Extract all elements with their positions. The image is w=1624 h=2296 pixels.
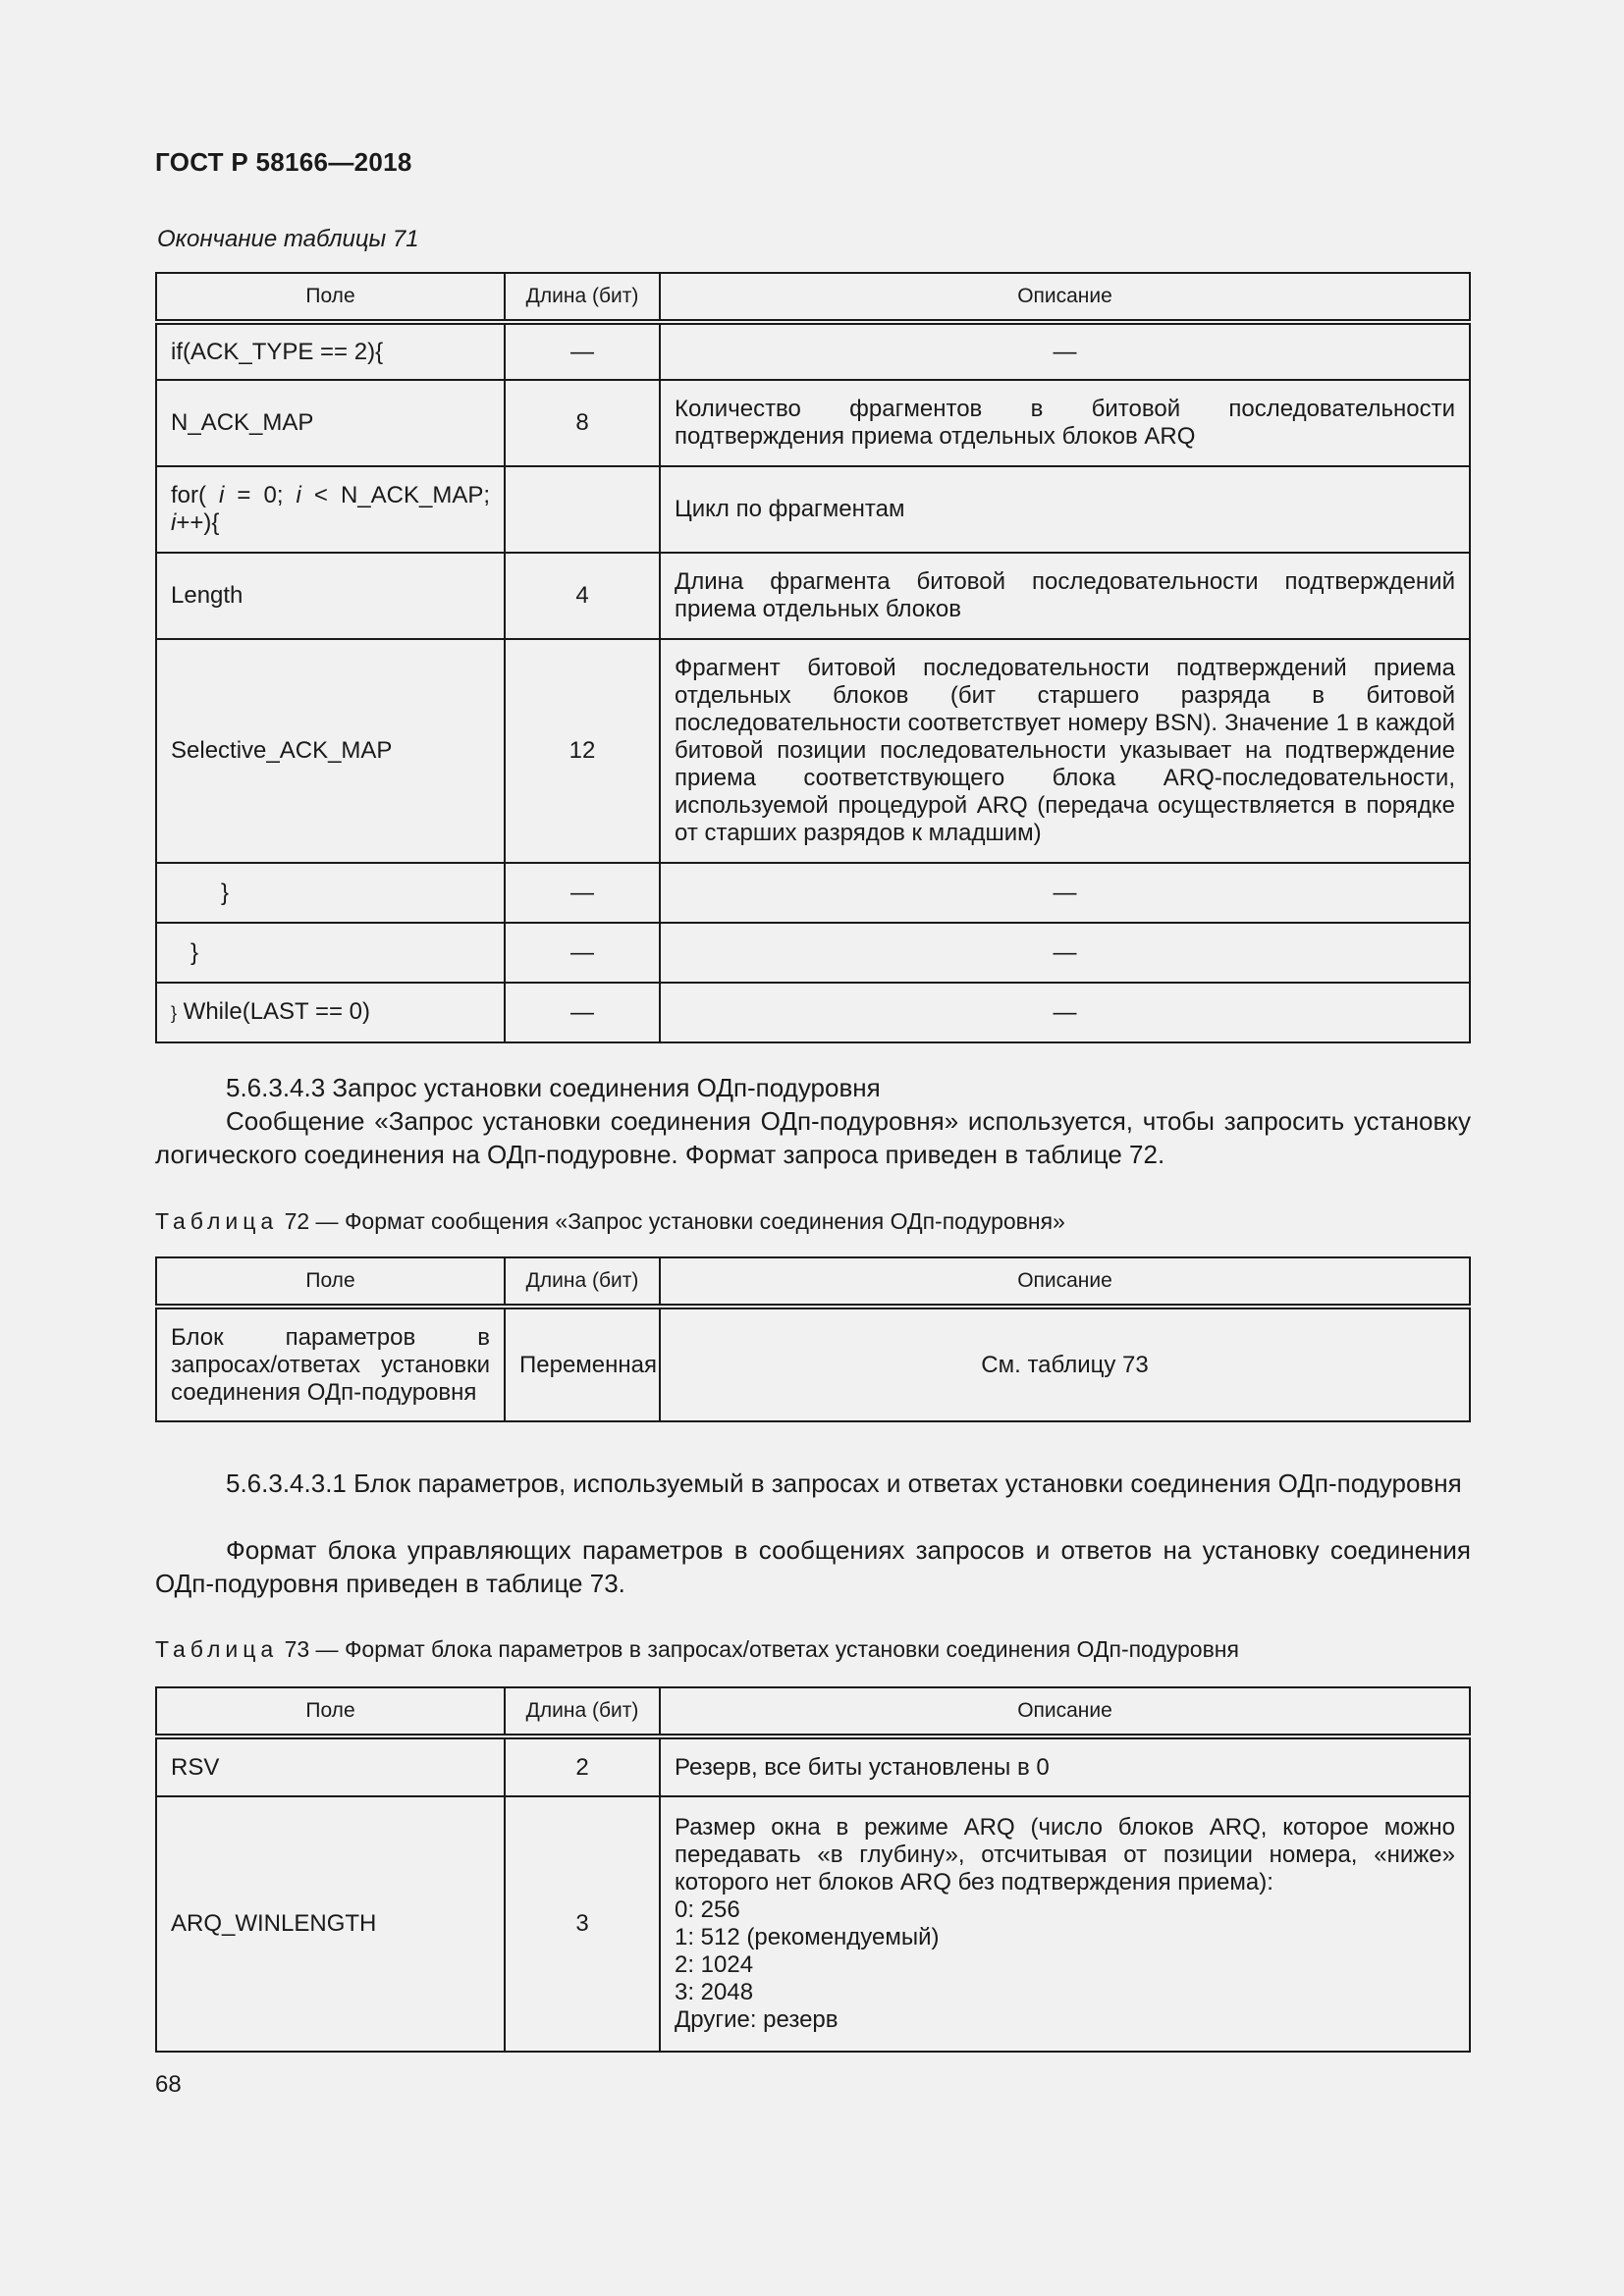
column-header: Поле bbox=[156, 1257, 505, 1307]
length-cell: 8 bbox=[505, 380, 660, 466]
description-cell: Фрагмент битовой последовательности подтверждений приема отдельных блоков (бит старшего разряда в битовой последовательности соответствует номеру BSN). Значение 1 в каждой битовой позиции последовательности указывает на подтверждение приема соответствующего блока ARQ-последовательности, используемой процедурой ARQ (передача осуществляется в порядке от старших разрядов к младшим) bbox=[660, 639, 1470, 863]
length-cell: — bbox=[505, 322, 660, 380]
option-item: 1: 512 (рекомендуемый) bbox=[675, 1924, 940, 1950]
table-71-continuation-caption: Окончание таблицы 71 bbox=[157, 226, 419, 252]
table-row bbox=[156, 466, 1470, 553]
code-var: i bbox=[171, 509, 177, 536]
length-cell: — bbox=[505, 983, 660, 1042]
paragraph-text: Формат блока управляющих параметров в сообщениях запросов и ответов на установку соединения ОДп-подуровня приведен в таблице 73. bbox=[155, 1535, 1471, 1598]
page-number: 68 bbox=[155, 2071, 182, 2098]
caption-text: 73 — Формат блока параметров в запросах/ответах установки соединения ОДп-подуровня bbox=[284, 1636, 1239, 1662]
paragraph bbox=[155, 1533, 1471, 1600]
document-code: ГОСТ Р 58166—2018 bbox=[155, 147, 412, 177]
table-header-row bbox=[156, 1257, 1470, 1307]
closing-brace: } bbox=[171, 1003, 178, 1023]
length-cell: 3 bbox=[505, 1796, 660, 2052]
column-header: Поле bbox=[156, 273, 505, 322]
length-cell: — bbox=[505, 923, 660, 983]
paragraph-text: Сообщение «Запрос установки соединения ОДп-подуровня» используется, чтобы запросить установку логического соединения на ОДп-подуровне. Формат запроса приведен в таблице 72. bbox=[155, 1106, 1471, 1169]
description-cell: Длина фрагмента битовой последовательности подтверждений приема отдельных блоков bbox=[660, 553, 1470, 639]
field-cell: RSV bbox=[156, 1736, 505, 1796]
length-cell: 2 bbox=[505, 1736, 660, 1796]
description-intro: Размер окна в режиме ARQ (число блоков ARQ, которое можно передавать «в глубину», отсчитывая от позиции номера, «ниже» которого нет блоков ARQ без подтверждения приема): bbox=[675, 1814, 1455, 1896]
table-header-row bbox=[156, 1687, 1470, 1736]
table-row bbox=[156, 1736, 1470, 1796]
table-row bbox=[156, 322, 1470, 380]
table-71 bbox=[155, 272, 1471, 1043]
field-cell: N_ACK_MAP bbox=[156, 380, 505, 466]
length-cell bbox=[505, 466, 660, 553]
code-var: i bbox=[296, 482, 301, 508]
code-text: = 0; bbox=[224, 482, 297, 508]
paragraph bbox=[155, 1104, 1471, 1171]
description-cell: — bbox=[660, 863, 1470, 923]
description-cell: Резерв, все биты установлены в 0 bbox=[660, 1736, 1470, 1796]
table-row bbox=[156, 923, 1470, 983]
option-item: 3: 2048 bbox=[675, 1979, 754, 2005]
table-row bbox=[156, 553, 1470, 639]
description-cell: — bbox=[660, 923, 1470, 983]
column-header: Описание bbox=[660, 1257, 1470, 1307]
column-header: Описание bbox=[660, 273, 1470, 322]
heading-text: 5.6.3.4.3.1 Блок параметров, используемый в запросах и ответах установки соединения ОДп-подуровня bbox=[226, 1468, 1462, 1498]
length-cell: 12 bbox=[505, 639, 660, 863]
heading-text: 5.6.3.4.3 Запрос установки соединения ОДп-подуровня bbox=[226, 1073, 881, 1102]
option-item: 2: 1024 bbox=[675, 1951, 754, 1978]
table-row bbox=[156, 639, 1470, 863]
code-text: While(LAST == 0) bbox=[177, 998, 370, 1025]
table-row bbox=[156, 1307, 1470, 1421]
description-cell: Цикл по фрагментам bbox=[660, 466, 1470, 553]
section-heading bbox=[155, 1071, 1471, 1104]
field-cell: } bbox=[156, 923, 505, 983]
caption-label: Таблица bbox=[155, 1208, 279, 1234]
field-cell bbox=[156, 983, 505, 1042]
description-cell: — bbox=[660, 322, 1470, 380]
field-cell: Length bbox=[156, 553, 505, 639]
option-item: Другие: резерв bbox=[675, 2006, 839, 2033]
description-cell: Количество фрагментов в битовой последовательности подтверждения приема отдельных блоков ARQ bbox=[660, 380, 1470, 466]
table-72 bbox=[155, 1256, 1471, 1422]
table-72-caption bbox=[155, 1208, 1065, 1235]
description-cell: См. таблицу 73 bbox=[660, 1307, 1470, 1421]
table-row bbox=[156, 983, 1470, 1042]
description-cell: — bbox=[660, 983, 1470, 1042]
code-text: < N_ACK_MAP; bbox=[300, 482, 491, 508]
code-text: for( bbox=[171, 482, 220, 508]
table-73 bbox=[155, 1686, 1471, 2053]
table-73-caption bbox=[155, 1636, 1239, 1663]
field-cell: Selective_ACK_MAP bbox=[156, 639, 505, 863]
option-item: 0: 256 bbox=[675, 1896, 740, 1923]
length-cell: Переменная bbox=[505, 1307, 660, 1421]
column-header: Поле bbox=[156, 1687, 505, 1736]
table-row bbox=[156, 1796, 1470, 2052]
code-var: i bbox=[219, 482, 225, 508]
field-cell bbox=[156, 466, 505, 553]
table-row bbox=[156, 380, 1470, 466]
field-cell: Блок параметров в запросах/ответах установки соединения ОДп-подуровня bbox=[156, 1307, 505, 1421]
column-header: Длина (бит) bbox=[505, 273, 660, 322]
field-cell: } bbox=[156, 863, 505, 923]
caption-label: Таблица bbox=[155, 1636, 279, 1662]
field-cell: if(ACK_TYPE == 2){ bbox=[156, 322, 505, 380]
length-cell: 4 bbox=[505, 553, 660, 639]
section-heading bbox=[155, 1467, 1471, 1500]
table-row bbox=[156, 863, 1470, 923]
field-cell: ARQ_WINLENGTH bbox=[156, 1796, 505, 2052]
table-header-row bbox=[156, 273, 1470, 322]
caption-text: 72 — Формат сообщения «Запрос установки соединения ОДп-подуровня» bbox=[284, 1208, 1065, 1234]
description-cell bbox=[660, 1796, 1470, 2052]
column-header: Длина (бит) bbox=[505, 1687, 660, 1736]
column-header: Длина (бит) bbox=[505, 1257, 660, 1307]
column-header: Описание bbox=[660, 1687, 1470, 1736]
code-text: ++){ bbox=[176, 509, 220, 536]
length-cell: — bbox=[505, 863, 660, 923]
